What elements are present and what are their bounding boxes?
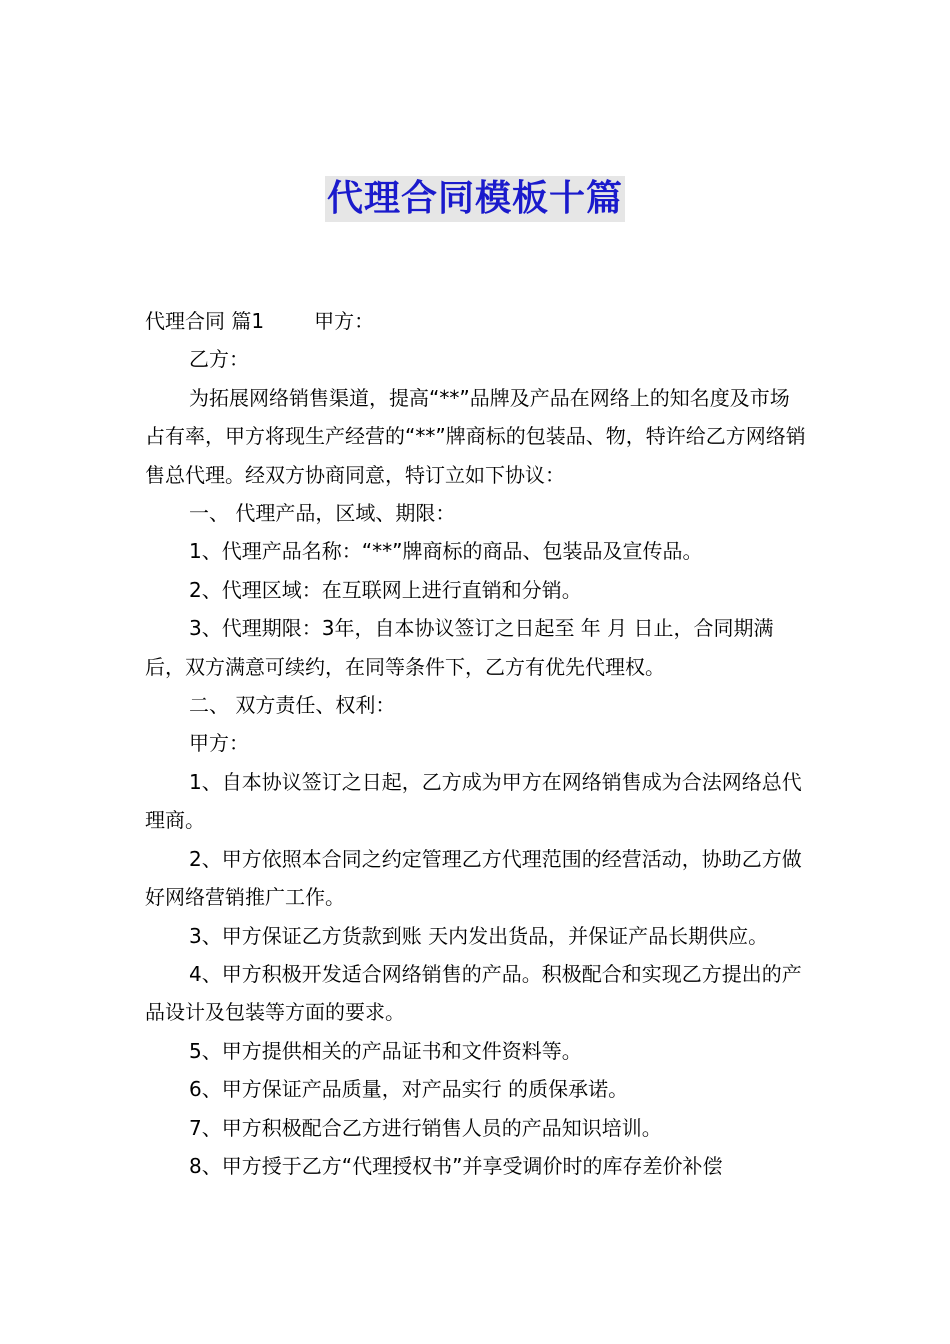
party-a-label: 甲方： bbox=[314, 309, 375, 333]
paragraph: 8、甲方授于乙方“代理授权书”并享受调价时的库存差价补偿 bbox=[189, 1153, 723, 1178]
paragraph: 1、自本协议签订之日起，乙方成为甲方在网络销售成为合法网络总代理商。 bbox=[145, 769, 802, 833]
paragraph: 6、甲方保证产品质量，对产品实行 的质保承诺。 bbox=[189, 1077, 629, 1102]
document-title: 代理合同模板十篇 bbox=[325, 176, 625, 222]
paragraph: 3、代理期限：3年，自本协议签订之日起至 年 月 日止，合同期满后，双方满意可续约，在同等条件下，乙方有优先代理权。 bbox=[145, 616, 774, 679]
paragraph: 乙方： bbox=[189, 347, 249, 372]
paragraph: 2、代理区域：在互联网上进行直销和分销。 bbox=[189, 577, 582, 602]
paragraph: 2、甲方依照本合同之约定管理乙方代理范围的经营活动，协助乙方做好网络营销推广工作。 bbox=[145, 846, 802, 910]
header-line bbox=[145, 302, 807, 340]
paragraph: 4、甲方积极开发适合网络销售的产品。积极配合和实现乙方提出的产品设计及包装等方面的要求。 bbox=[145, 961, 802, 1025]
title-container bbox=[0, 176, 950, 222]
paragraph: 3、甲方保证乙方货款到账 天内发出货品，并保证产品长期供应。 bbox=[189, 923, 769, 948]
paragraph: 二、 双方责任、权利： bbox=[189, 693, 396, 718]
document-body bbox=[145, 302, 807, 1185]
section-label: 代理合同 篇1 bbox=[145, 309, 265, 333]
paragraph: 甲方： bbox=[189, 731, 249, 756]
paragraph: 5、甲方提供相关的产品证书和文件资料等。 bbox=[189, 1038, 582, 1063]
paragraph: 一、 代理产品，区域、期限： bbox=[189, 501, 456, 526]
paragraph: 为拓展网络销售渠道，提高“**”品牌及产品在网络上的知名度及市场占有率，甲方将现生产经营的“**”牌商标的包装品、物，特许给乙方网络销售总代理。经双方协商同意，特订立如下协议： bbox=[145, 385, 806, 487]
paragraph: 1、代理产品名称：“**”牌商标的商品、包装品及宣传品。 bbox=[189, 539, 703, 564]
paragraph: 7、甲方积极配合乙方进行销售人员的产品知识培训。 bbox=[189, 1115, 662, 1140]
